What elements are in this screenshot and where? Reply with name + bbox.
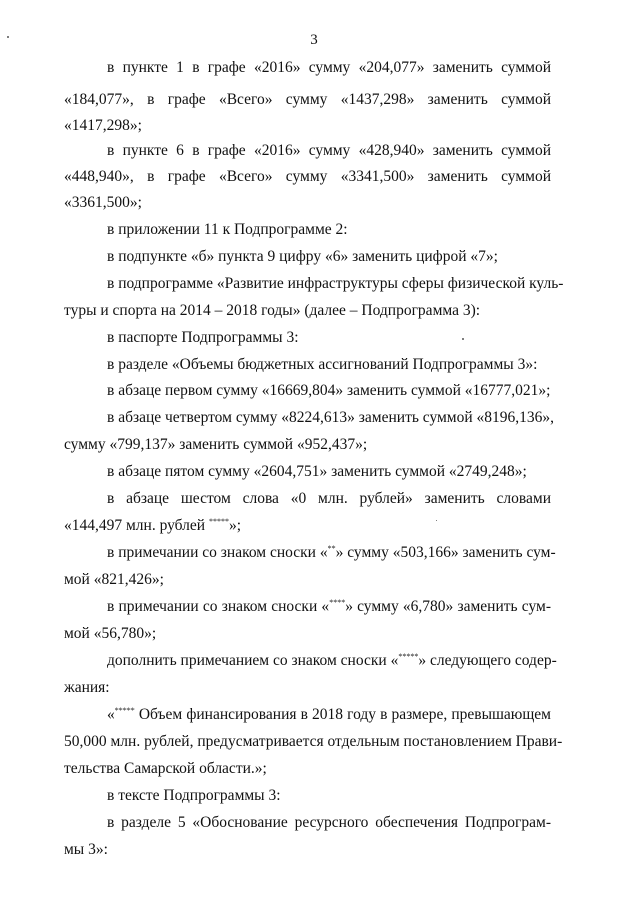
text-line: в абзаце пятом сумму «2604,751» заменить суммой «2749,248»; — [107, 463, 527, 480]
footnote-mark: ***** — [114, 706, 135, 715]
text-segment: » следующего содер- — [418, 652, 557, 669]
text-line: в разделе 5 «Обоснование ресурсного обеспечения Подпрограм- — [107, 814, 551, 831]
text-line: «3361,500»; — [64, 194, 142, 211]
text-segment: в примечании со знаком сноски « — [107, 544, 328, 561]
text-line: мой «56,780»; — [64, 625, 157, 642]
text-segment: » сумму «503,166» заменить сум- — [335, 544, 556, 561]
text-line: туры и спорта на 2014 – 2018 годы» (далее – Подпрограмма 3): — [64, 302, 481, 319]
text-line: в пункте 6 в графе «2016» сумму «428,940» заменить суммой — [107, 142, 551, 159]
text-line — [64, 516, 241, 536]
text-line: в пункте 1 в графе «2016» сумму «204,077» заменить суммой — [107, 59, 551, 76]
text-segment: дополнить примечанием со знаком сноски « — [107, 652, 399, 669]
scan-speck — [7, 36, 9, 38]
text-line — [107, 651, 557, 671]
text-line: 50,000 млн. рублей, предусматривается отдельным постановлением Прави- — [64, 733, 563, 750]
footnote-mark: ** — [327, 544, 336, 553]
text-segment: «144,497 млн. рублей — [64, 517, 209, 534]
text-line: сумму «799,137» заменить суммой «952,437»; — [64, 436, 368, 453]
text-line: «1417,298»; — [64, 117, 142, 134]
text-line: в паспорте Подпрограммы 3: — [107, 329, 299, 346]
footnote-mark: **** — [329, 598, 346, 607]
text-line: «448,940», в графе «Всего» сумму «3341,500» заменить суммой — [64, 168, 551, 185]
text-line: в тексте Подпрограммы 3: — [107, 787, 281, 804]
text-line: жания: — [64, 679, 110, 696]
text-line: в разделе «Объемы бюджетных ассигнований Подпрограммы 3»: — [107, 356, 538, 373]
text-segment: Объем финансирования в 2018 году в размере, превышающем — [134, 706, 551, 723]
scan-speck — [436, 520, 437, 521]
footnote-mark: ***** — [208, 517, 229, 526]
text-line: в абзаце четвертом сумму «8224,613» заменить суммой «8196,136», — [107, 409, 555, 426]
text-line: в подпрограмме «Развитие инфраструктуры сферы физической куль- — [107, 275, 564, 292]
text-segment: в примечании со знаком сноски « — [107, 598, 330, 615]
text-line: мы 3»: — [64, 841, 108, 858]
text-line — [107, 705, 551, 725]
scan-speck — [462, 338, 464, 340]
text-line: мой «821,426»; — [64, 571, 164, 588]
text-segment: »; — [228, 517, 242, 534]
text-segment: » сумму «6,780» заменить сум- — [345, 598, 551, 615]
text-line — [107, 543, 556, 563]
text-line: «184,077», в графе «Всего» сумму «1437,298» заменить суммой — [64, 91, 551, 108]
text-line — [107, 597, 551, 617]
text-line: тельства Самарской области.»; — [64, 760, 267, 777]
text-line: в подпункте «б» пункта 9 цифру «6» заменить цифрой «7»; — [107, 248, 498, 265]
text-segment: « — [107, 706, 115, 723]
page-number: 3 — [310, 32, 318, 48]
text-line: в абзаце первом сумму «16669,804» заменить суммой «16777,021»; — [107, 382, 551, 399]
footnote-mark: ***** — [398, 652, 419, 661]
text-line: в абзаце шестом слова «0 млн. рублей» заменить словами — [107, 490, 551, 507]
text-line: в приложении 11 к Подпрограмме 2: — [107, 221, 348, 238]
